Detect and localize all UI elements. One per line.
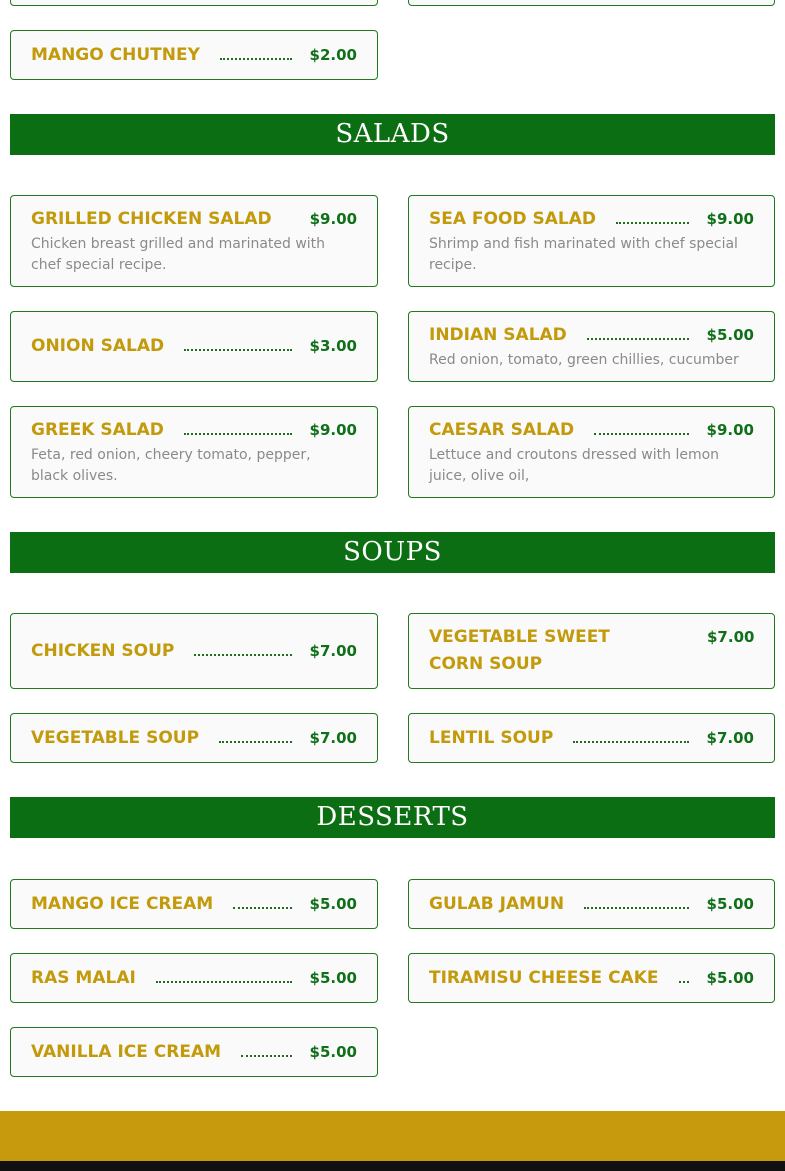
item-name: GULAB JAMUN: [429, 894, 565, 914]
menu-item-onion-salad: [10, 311, 378, 382]
menu-item-vegetable-soup: [10, 713, 378, 763]
footer-band: [0, 1111, 785, 1161]
item-description: Red onion, tomato, green chillies, cucumber: [429, 352, 739, 368]
section-title-salads: SALADS: [10, 114, 775, 155]
item-name: ONION SALAD: [31, 336, 165, 356]
item-name: CAESAR SALAD: [429, 420, 575, 440]
item-name: CHICKEN SOUP: [31, 641, 175, 661]
dotted-leader: [241, 1039, 292, 1066]
dotted-leader: [616, 206, 689, 233]
item-name: MANGO ICE CREAM: [31, 894, 214, 914]
menu-item-indian-salad: [408, 311, 775, 382]
item-name: GREEK SALAD: [31, 420, 164, 440]
dotted-leader: [156, 965, 292, 992]
section-title-soups: SOUPS: [10, 532, 775, 573]
item-price: $5.00: [309, 969, 357, 987]
menu-item-card-partial-left: [10, 0, 378, 6]
item-description: Shrimp and fish marinated with chef special recipe.: [429, 236, 738, 273]
item-price: $5.00: [706, 895, 754, 913]
item-name: TIRAMISU CHEESE CAKE: [429, 968, 659, 988]
item-price: $5.00: [309, 1043, 357, 1061]
menu-item-sea-food-salad: [408, 195, 775, 287]
footer-bottom-bar: [0, 1161, 785, 1171]
dotted-leader: [220, 42, 292, 69]
dotted-leader: [219, 725, 291, 752]
item-price: $3.00: [309, 337, 357, 355]
menu-item-tiramisu-cheese-cake: [408, 953, 775, 1003]
dotted-leader: [184, 417, 292, 444]
menu-item-lentil-soup: [408, 713, 775, 763]
dotted-leader: [594, 417, 688, 444]
item-price: $9.00: [309, 210, 358, 228]
item-price: $5.00: [706, 326, 754, 344]
item-price: $2.00: [309, 46, 357, 64]
menu-item-mango-ice-cream: [10, 879, 378, 929]
menu-item-vanilla-ice-cream: [10, 1027, 378, 1077]
item-name: GRILLED CHICKEN SALAD: [31, 209, 272, 229]
dotted-leader: [584, 891, 688, 918]
menu-item-ras-malai: [10, 953, 378, 1003]
item-price: $7.00: [309, 642, 357, 660]
item-price: $9.00: [309, 421, 357, 439]
item-price: $7.00: [706, 729, 754, 747]
item-price: $5.00: [706, 969, 754, 987]
item-name: VEGETABLE SWEET CORN SOUP: [429, 627, 610, 674]
dotted-leader: [587, 322, 689, 349]
item-name: MANGO CHUTNEY: [31, 45, 200, 65]
item-price: $9.00: [706, 210, 754, 228]
item-description: Lettuce and croutons dressed with lemon juice, olive oil,: [429, 447, 720, 484]
dotted-leader: [194, 638, 291, 665]
item-name: VEGETABLE SOUP: [31, 728, 200, 748]
item-price: $5.00: [309, 895, 357, 913]
dotted-leader: [184, 333, 291, 360]
item-name: SEA FOOD SALAD: [429, 209, 596, 229]
menu-item-grilled-chicken-salad: [10, 195, 378, 287]
menu-item-card-partial-right: [408, 0, 775, 6]
menu-item-caesar-salad: [408, 406, 775, 498]
menu-item-mango-chutney: [10, 30, 378, 80]
dotted-leader: [233, 891, 291, 918]
item-name: INDIAN SALAD: [429, 325, 567, 345]
dotted-leader: [679, 965, 689, 992]
item-price: $7.00: [707, 628, 755, 646]
item-name: VANILLA ICE CREAM: [31, 1042, 222, 1062]
item-name: LENTIL SOUP: [429, 728, 554, 748]
section-title-desserts: DESSERTS: [10, 797, 775, 838]
item-price: $9.00: [706, 421, 754, 439]
menu-item-chicken-soup: [10, 613, 378, 689]
item-price: $7.00: [309, 729, 357, 747]
dotted-leader: [573, 725, 688, 752]
item-description: Chicken breast grilled and marinated with chef special recipe.: [31, 236, 326, 273]
item-description: Feta, red onion, cheery tomato, pepper, black olives.: [31, 447, 311, 484]
menu-item-vegetable-sweet-corn-soup: [408, 613, 775, 689]
menu-item-gulab-jamun: [408, 879, 775, 929]
item-name: RAS MALAI: [31, 968, 136, 988]
menu-item-greek-salad: [10, 406, 378, 498]
